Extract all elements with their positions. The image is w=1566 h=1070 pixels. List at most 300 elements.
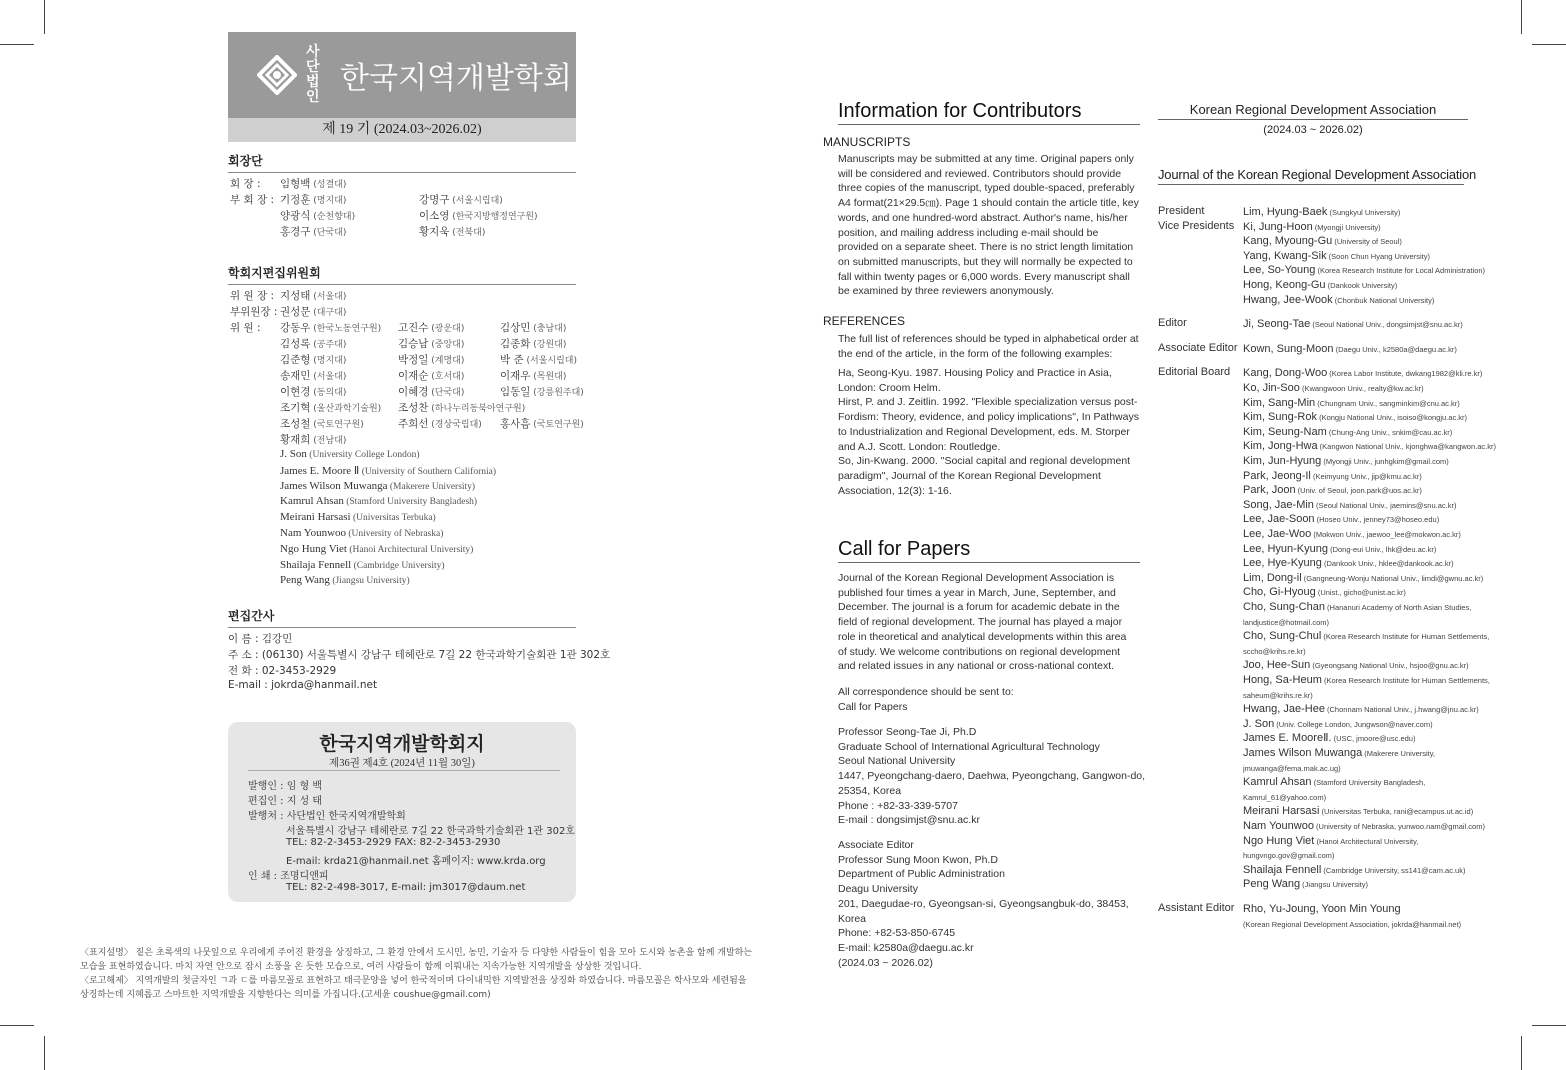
- exec-member-name: 황지욱: [419, 226, 450, 238]
- manuscripts-heading: MANUSCRIPTS: [823, 135, 911, 149]
- roster-affil: (Gangneung-Wonju National Univ., limdi@gwnu.ac.kr): [1301, 573, 1484, 583]
- roster-label-board: Editorial Board: [1158, 366, 1231, 379]
- editorial-foreign-entry: [280, 527, 443, 539]
- roster-entry: [1243, 278, 1397, 294]
- manuscripts-line: position, and mailing address including e-mail should be: [838, 226, 1099, 239]
- associate-line: Deagu University: [838, 883, 918, 896]
- roster-name: Hong, Sa-Heum: [1243, 674, 1322, 686]
- exec-member: [419, 194, 503, 206]
- roster-entry: [1243, 717, 1433, 733]
- associate-line: 201, Daegudae-ro, Gyeongsan-si, Gyeongsangbuk-do, 38453,: [838, 897, 1129, 910]
- manuscripts-line: three copies of the manuscript, typed double-spaced, preferably: [838, 182, 1135, 195]
- foreign-affil: (Universitas Terbuka): [350, 513, 436, 524]
- editorial-foreign-entry: [280, 464, 496, 477]
- exec-role: 부 회 장 :: [230, 194, 274, 206]
- manuscripts-line: A4 format(21×29.5㎝). Page 1 should contain the article title, key: [838, 197, 1139, 210]
- exec-member: [419, 226, 485, 238]
- editorial-entry: [398, 336, 464, 351]
- references-example-line: So, Jin-Kwang. 2000. "Social capital and regional development: [838, 455, 1131, 468]
- association-title: Korean Regional Development Association: [1158, 102, 1468, 120]
- exec-entry: [419, 192, 503, 207]
- references-example-line: Association, 12(3): 1-16.: [838, 484, 952, 497]
- editorial-member-name: 김준형: [280, 354, 311, 366]
- editorial-member-name: 박 준: [500, 354, 524, 366]
- editorial-member-affil: (단국대): [428, 388, 465, 398]
- exec-member-affil: (전북대): [449, 228, 486, 238]
- roster-affil-cont: [1243, 615, 1329, 631]
- roster-entry: [1243, 819, 1485, 835]
- roster-name: Lim, Dong-il: [1243, 571, 1302, 584]
- editorial-member: [398, 402, 525, 414]
- editorial-member-name: 김상민: [500, 322, 531, 334]
- editorial-member: [280, 434, 346, 446]
- editorial-member-affil: (명지대): [310, 356, 347, 366]
- secretary-line: 주 소 : (06130) 서울특별시 강남구 테헤란로 7길 22 한국과학기술회관 1관 302호: [228, 649, 611, 661]
- references-example-line: and A.J. Scott. London: Routledge.: [838, 440, 1001, 453]
- roster-entry: [1243, 746, 1435, 762]
- editorial-member-affil: (동의대): [310, 388, 347, 398]
- roster-entry: [1243, 731, 1415, 747]
- editorial-entry: [280, 384, 346, 399]
- journal-box-line: 발행인 : 임 형 백: [248, 781, 323, 792]
- exec-entry: [419, 224, 485, 239]
- roster-affil: (Makerere University,: [1362, 749, 1436, 758]
- roster-entry: [1243, 834, 1418, 850]
- manuscripts-line: on submitted manuscripts, but they will normally be expected to: [838, 255, 1133, 268]
- exec-member-name: 강명구: [419, 194, 450, 206]
- roster-name: Park, Jeong-Il: [1243, 469, 1311, 482]
- journal-box-line: TEL: 82-2-3453-2929 FAX: 82-2-3453-2930: [286, 837, 501, 848]
- divider: [248, 770, 560, 771]
- editorial-member: [280, 370, 346, 382]
- editorial-entry: [398, 320, 464, 335]
- editorial-member: [280, 386, 346, 398]
- editorial-member: [280, 354, 346, 366]
- exec-member-name: 기정훈: [280, 194, 311, 206]
- roster-entry: [1243, 702, 1479, 718]
- roster-affil: (Chonbuk National University): [1332, 295, 1435, 305]
- exec-member-affil: (서울시립대): [449, 196, 503, 206]
- editorial-member: [500, 418, 584, 430]
- roster-affil: (Korea Research Institute for Human Settlements,: [1321, 632, 1490, 642]
- editorial-member: [280, 418, 364, 430]
- roster-affil: (Dankook Univ., hklee@dankook.ac.kr): [1321, 559, 1454, 569]
- cover-note-line: 모습을 표현하였습니다. 마치 자연 안으로 잠시 소풍을 온 듯한 모습으로, 여러 사람들이 함께 이뤄내는 지속가능한 지역개발을 상상한 것입니다.: [80, 962, 642, 972]
- roster-affil: (Univ. of Seoul, joon.park@uos.ac.kr): [1295, 486, 1422, 496]
- editorial-member: [398, 418, 482, 430]
- editorial-member: [398, 370, 464, 382]
- info-title: Information for Contributors: [838, 100, 1140, 125]
- references-example-line: London: Croom Helm.: [838, 381, 941, 394]
- roster-name: Ji, Seong-Tae: [1243, 318, 1311, 331]
- exec-member: [280, 194, 346, 206]
- roster-entry: [1243, 600, 1471, 616]
- roster-affil: (Jiangsu University): [1300, 880, 1369, 890]
- professor-line: Graduate School of International Agricultural Technology: [838, 740, 1100, 753]
- roster-label-assistant: Assistant Editor: [1158, 902, 1235, 914]
- exec-entry: [280, 224, 346, 239]
- editorial-entry: [398, 400, 525, 415]
- roster-entry: [1243, 317, 1463, 333]
- roster-affil: (Chung-Ang Univ., snkim@cau.ac.kr): [1326, 427, 1453, 437]
- roster-label-assoc_editor: Associate Editor: [1158, 341, 1238, 354]
- roster-affil: (Chungnam Univ., sangminkim@cnu.ac.kr): [1315, 398, 1460, 408]
- roster-label-editor: Editor: [1158, 317, 1187, 330]
- crop-mark: [44, 0, 45, 34]
- cfp-line: field of regional development. The journal has played a major: [838, 616, 1123, 629]
- editorial-entry: [500, 368, 566, 383]
- editorial-entry: [500, 336, 566, 351]
- crop-mark: [1521, 1036, 1522, 1070]
- diamond-logo-icon: [256, 54, 298, 96]
- roster-entry: [1243, 585, 1406, 601]
- crop-mark: [44, 1036, 45, 1070]
- roster-entry: [1243, 366, 1482, 382]
- roster-name: Cho, Sung-Chul: [1243, 630, 1322, 643]
- roster-affil-cont: [1243, 688, 1313, 704]
- editorial-member-name: 김성록: [280, 338, 311, 350]
- roster-name: Shailaja Fennell: [1243, 863, 1322, 876]
- exec-member-affil: (명지대): [310, 196, 347, 206]
- roster-affil: (Dong-eui Univ., lhk@deu.ac.kr): [1328, 544, 1437, 554]
- roster-name: Rho, Yu-Joung, Yoon Min Young: [1243, 903, 1401, 915]
- roster-name: Cho, Gi-Hyoug: [1243, 586, 1316, 599]
- roster-name: Hwang, Jee-Wook: [1243, 293, 1333, 306]
- roster-entry: [1243, 342, 1457, 358]
- editorial-member: [500, 354, 577, 366]
- journal-box-volume: 제36권 제4호 (2024년 11월 30일): [329, 758, 475, 769]
- professor-line: Phone : +82-33-339-5707: [838, 799, 958, 812]
- cover-note-line: 〈로고해제〉 지역개발의 첫글자인 ㄱ과 ㄷ를 마름모꼴로 표현하고 태극문양을 넣어 한국적이며 다이내믹한 지역발전을 상징화 하였습니다. 마름모꼴은 학사모와 세련됨을: [80, 976, 747, 986]
- roster-name: Meirani Harsasi: [1243, 805, 1320, 818]
- references-example-line: Fordism: Theory, evidence, and policy implications", In Pathways: [838, 411, 1139, 424]
- cfp-line: of study. We welcome contributions on regional development: [838, 645, 1121, 658]
- foreign-affil: (University of Southern California): [359, 466, 497, 477]
- roster-name: Kamrul Ahsan: [1243, 776, 1312, 789]
- foreign-name: Kamrul Ahsan: [280, 495, 344, 508]
- roster-affil: (Myongji Univ., junhgkim@gmail.com): [1321, 457, 1449, 466]
- roster-entry: [1243, 512, 1439, 528]
- roster-name: Cho, Sung-Chan: [1243, 601, 1325, 613]
- roster-name: Kown, Sung-Moon: [1243, 342, 1334, 355]
- roster-affil: (Sungkyul University): [1327, 208, 1401, 217]
- editorial-member-affil: (중앙대): [428, 340, 465, 350]
- manuscripts-line: fall within twenty pages or 6,000 words. Every manuscript shall: [838, 270, 1130, 283]
- roster-entry: [1243, 396, 1460, 412]
- roster-entry: [1243, 469, 1422, 485]
- journal-title: Journal of the Korean Regional Development Association: [1158, 167, 1464, 185]
- roster-affil: (Chonnam National Univ., j.hwang@jnu.ac.kr): [1324, 705, 1479, 715]
- roster-name: Kim, Seung-Nam: [1243, 425, 1327, 438]
- foreign-affil: (Makerere University): [387, 481, 476, 492]
- roster-name: Song, Jae-Min: [1243, 498, 1314, 511]
- correspondence-line: All correspondence should be sent to:: [838, 686, 1014, 698]
- references-example-line: Ha, Seong-Kyu. 1987. Housing Policy and Practice in Asia,: [838, 367, 1112, 379]
- crop-mark: [0, 44, 34, 45]
- roster-affil: (Myongji University): [1312, 222, 1381, 232]
- secretary-line: 이 름 : 김강민: [228, 633, 293, 645]
- roster-entry: [1243, 498, 1456, 514]
- roster-entry: [1243, 454, 1449, 470]
- exec-entry: [280, 192, 346, 207]
- cover-note-line: 〈표지설명〉 짙은 초록색의 나뭇잎으로 우리에게 주어진 환경을 상징하고, 그 환경 안에서 도시민, 농민, 기술자 등 다양한 사람들이 힘을 모아 도시와 농촌을 함께 개발하는: [80, 948, 753, 958]
- editorial-officer-affil: (서울대): [310, 292, 347, 302]
- roster-affil: (Soon Chun Hyang University): [1326, 251, 1430, 261]
- journal-box-line: 발행처 : 사단법인 한국지역개발학회: [248, 811, 406, 822]
- cfp-line: Journal of the Korean Regional Development Association is: [838, 572, 1115, 584]
- exec-member-affil: (순천향대): [310, 212, 356, 222]
- editorial-entry: [398, 368, 464, 383]
- foreign-name: Shailaja Fennell: [280, 558, 352, 571]
- editorial-foreign-entry: [280, 543, 473, 555]
- foreign-affil: (University of Nebraska): [346, 529, 444, 539]
- foreign-name: Meirani Harsasi: [280, 511, 351, 524]
- roster-entry: [1243, 775, 1425, 791]
- roster-entry: [1243, 263, 1485, 279]
- roster-entry: [1243, 658, 1469, 674]
- references-example-line: paradigm", Journal of the Korean Regional Development: [838, 469, 1101, 482]
- roster-affil: (Seoul National Univ., jaemins@snu.ac.kr): [1313, 500, 1457, 510]
- roster-affil: (University of Seoul): [1332, 237, 1402, 247]
- journal-box-line: 편집인 : 지 성 태: [248, 796, 323, 807]
- editorial-member-name: 고진수: [398, 322, 429, 334]
- editorial-member-affil: (강원대): [530, 340, 567, 350]
- foreign-name: Peng Wang: [280, 574, 330, 587]
- exec-role: 회 장 :: [230, 178, 261, 190]
- roster-affil-cont: [1243, 848, 1334, 864]
- editorial-member: [500, 322, 566, 334]
- roster-entry: [1243, 425, 1452, 441]
- editorial-member-name: 임동일: [500, 386, 531, 398]
- editorial-member-name: 조성철: [280, 418, 311, 430]
- banner-title: 한국지역개발학회: [340, 61, 572, 96]
- roster-entry: [1243, 410, 1467, 426]
- editorial-member: [398, 386, 464, 398]
- roster-affil: (Cambridge University, ss141@cam.ac.uk): [1321, 865, 1466, 875]
- editorial-member-name: 이현경: [280, 386, 311, 398]
- roster-affil: (Keimyung Univ., jip@kmu.ac.kr): [1310, 471, 1422, 481]
- roster-name: James Wilson Muwanga: [1243, 747, 1363, 759]
- exec-entry: [419, 208, 538, 223]
- editorial-officer: [280, 306, 346, 318]
- editorial-entry: [500, 352, 577, 367]
- professor-line: E-mail : dongsimjst@snu.ac.kr: [838, 814, 980, 827]
- cfp-line: December. The journal is a forum for academic debate in the: [838, 601, 1120, 614]
- roster-name: Ngo Hung Viet: [1243, 834, 1315, 847]
- foreign-affil: (Stamford University Bangladesh): [343, 497, 478, 508]
- roster-affil: (Kangwon National Univ., kjonghwa@kangwon.ac.kr): [1317, 442, 1496, 452]
- crop-mark: [1521, 0, 1522, 34]
- roster-affil: (Korea Labor Institute, dwkang1982@kli.re.kr): [1327, 369, 1483, 379]
- references-example-line: Hirst, P. and J. Zeitlin. 1992. "Flexible specialization versus post-: [838, 396, 1138, 409]
- journal-box-line: 인 쇄 : 조명디앤피: [248, 871, 329, 882]
- references-example-line: to Industrialization and Regional Development, eds. M. Storper: [838, 425, 1130, 438]
- foreign-name: James Wilson Muwanga: [280, 479, 388, 492]
- professor-line: Seoul National University: [838, 755, 956, 768]
- society-banner: [228, 32, 576, 118]
- roster-name: Kim, Sung-Rok: [1243, 411, 1317, 424]
- editorial-member-name: 강동우: [280, 322, 311, 334]
- roster-affil: (Kwangwoon Univ., realty@kw.ac.kr): [1299, 384, 1424, 393]
- roster-name: Lee, Hyun-Kyung: [1243, 542, 1328, 555]
- roster-affil: saheum@krihs.re.kr): [1243, 690, 1313, 700]
- roster-entry: [1243, 902, 1401, 917]
- associate-line: Professor Sung Moon Kwon, Ph.D: [838, 853, 998, 866]
- roster-affil: (Korea Research Institute for Local Administration): [1315, 266, 1486, 276]
- editorial-entry: [398, 384, 464, 399]
- roster-affil-cont: [1243, 917, 1461, 933]
- editorial-member-affil: (울산과학기술원): [310, 404, 382, 414]
- editorial-member-affil: (하나누리동북아연구원): [428, 404, 526, 414]
- editorial-officer: [280, 290, 346, 302]
- professor-line: 1447, Pyeongchang-daero, Daehwa, Pyeongchang, Gangwon-do,: [838, 770, 1146, 783]
- roster-entry: [1243, 249, 1430, 265]
- editorial-member-affil: (국토연구원): [310, 420, 364, 430]
- roster-affil: (Dankook University): [1325, 281, 1398, 290]
- exec-member-affil: (성결대): [310, 180, 347, 190]
- roster-affil: (Hanoi Architectural University,: [1314, 836, 1419, 846]
- correspondence-line: Call for Papers: [838, 700, 908, 713]
- editorial-member: [500, 338, 566, 350]
- roster-entry: [1243, 863, 1465, 879]
- association-term: (2024.03 ~ 2026.02): [1263, 124, 1363, 136]
- roster-affil: hungvngo.gov@gmail.com): [1243, 851, 1335, 861]
- cfp-line: and related issues in any national or cross-national context.: [838, 660, 1115, 673]
- editorial-entry: [280, 368, 346, 383]
- roster-entry: [1243, 293, 1434, 309]
- references-intro: [838, 332, 1146, 361]
- roster-affil: sccho@krihs.re.kr): [1243, 646, 1306, 656]
- cfp-title: Call for Papers: [838, 538, 1140, 563]
- roster-label-vice: Vice Presidents: [1158, 219, 1235, 232]
- editorial-member-affil: (강릉원주대): [530, 388, 584, 398]
- editorial-member: [500, 386, 584, 398]
- manuscripts-line: words, and one hundred-word abstract. Author's name, his/her: [838, 211, 1128, 224]
- editorial-member-affil: (경상국립대): [428, 420, 482, 430]
- roster-affil: (USC, jmoore@usc.edu): [1331, 734, 1416, 744]
- editorial-member-affil: (서울시립대): [523, 356, 577, 366]
- editorial-entry: [280, 416, 364, 431]
- editorial-member: [280, 338, 346, 350]
- foreign-name: Ngo Hung Viet: [280, 542, 347, 555]
- secretary-line: E-mail : jokrda@hanmail.net: [228, 679, 378, 691]
- roster-name: J. Son: [1243, 717, 1275, 730]
- roster-affil: (Kongju National Univ., isoiso@kongju.ac.kr): [1316, 413, 1468, 423]
- editorial-entry: [398, 352, 464, 367]
- exec-member-name: 양광식: [280, 210, 311, 222]
- roster-affil: (Daegu Univ., k2580a@daegu.ac.kr): [1333, 344, 1457, 354]
- editorial-member-affil: (광운대): [428, 324, 465, 334]
- roster-name: Nam Younwoo: [1243, 820, 1314, 832]
- banner-subtitle: 사단법인: [306, 44, 320, 105]
- roster-entry: [1243, 527, 1461, 543]
- crop-mark: [1532, 44, 1566, 45]
- editorial-entry: [500, 416, 584, 431]
- roster-entry: [1243, 483, 1422, 499]
- references-heading: REFERENCES: [823, 314, 906, 328]
- cover-note-line: 상징하는데 지혜롭고 스마트한 지역개발을 지향한다는 의미를 가집니다.(고세윤 coushue@gmail.com): [80, 990, 491, 1000]
- editorial-member-affil: (계명대): [428, 356, 465, 366]
- references-intro-line: The full list of references should be typed in alphabetical order at: [838, 333, 1139, 345]
- editorial-officer-affil: (대구대): [310, 308, 347, 318]
- editorial-entry: [280, 336, 346, 351]
- editorial-officer-name: 권성문: [280, 306, 311, 318]
- foreign-affil: (Cambridge University): [351, 560, 445, 571]
- editorial-member-name: 황재희: [280, 434, 311, 446]
- associate-editor-address: [838, 838, 1158, 970]
- journal-box-line: TEL: 82-2-498-3017, E-mail: jm3017@daum.net: [286, 882, 526, 893]
- roster-entry: [1243, 381, 1424, 397]
- roster-name: Joo, Hee-Sun: [1243, 659, 1311, 672]
- roster-affil: (Stamford University Bangladesh,: [1311, 778, 1426, 788]
- associate-line: Associate Editor: [838, 839, 914, 851]
- roster-affil: (Gyeongsang National Univ., hsjoo@gnu.ac.kr): [1310, 661, 1469, 671]
- journal-box-title: 한국지역개발학회지: [319, 733, 485, 755]
- roster-name: Hong, Keong-Gu: [1243, 279, 1326, 291]
- foreign-name: J. Son: [280, 448, 307, 460]
- editorial-member-affil: (한국노동연구원): [310, 324, 382, 334]
- roster-entry: [1243, 205, 1400, 221]
- associate-line: Korea: [838, 912, 867, 925]
- editorial-member-affil: (공주대): [310, 340, 347, 350]
- associate-line: Phone: +82-53-850-6745: [838, 927, 956, 940]
- roster-name: Yang, Kwang-Sik: [1243, 249, 1327, 262]
- editorial-member-role: 위 원 :: [230, 322, 261, 334]
- roster-name: Lee, Hye-Kyung: [1243, 557, 1322, 570]
- manuscripts-line: will be considered and reviewed. Contributors should provide: [838, 167, 1122, 180]
- editorial-entry: [280, 352, 346, 367]
- foreign-affil: (Hanoi Architectural University): [346, 544, 474, 555]
- editorial-entry: [280, 432, 346, 447]
- editorial-foreign-entry: [280, 559, 445, 571]
- roster-affil-cont: [1243, 790, 1326, 806]
- roster-name: Kim, Jong-Hwa: [1243, 440, 1318, 453]
- references-intro-line: the end of the article, in the form of the following examples:: [838, 347, 1113, 360]
- editorial-member-name: 조기혁: [280, 402, 311, 414]
- references-examples: [838, 366, 1146, 498]
- editorial-foreign-entry: [280, 448, 420, 460]
- editorial-foreign-entry: [280, 574, 410, 586]
- roster-affil: (Korea Research Institute for Human Settlements,: [1321, 676, 1490, 685]
- cfp-line: published four times a year in March, June, September, and: [838, 586, 1116, 599]
- correspondence-text: [838, 685, 1146, 714]
- cfp-line: role in theoretical and analytical developments within this area: [838, 630, 1127, 643]
- editorial-member: [398, 338, 464, 350]
- roster-name: Lim, Hyung-Baek: [1243, 206, 1328, 218]
- roster-entry: [1243, 556, 1454, 572]
- editorial-member-name: 송재민: [280, 370, 311, 382]
- roster-name: Peng Wang: [1243, 878, 1301, 891]
- roster-name: James E. MooreⅡ.: [1243, 732, 1332, 745]
- exec-entry: [280, 176, 346, 191]
- editorial-officer-name: 지성태: [280, 290, 311, 302]
- editorial-member-affil: (목원대): [530, 372, 567, 382]
- editorial-foreign-entry: [280, 495, 477, 507]
- editorial-member-name: 김승남: [398, 338, 429, 350]
- roster-affil: (Univ. College London, Jungwson@naver.com): [1274, 719, 1433, 729]
- roster-name: Lee, Jae-Soon: [1243, 513, 1315, 526]
- exec-member: [419, 210, 538, 222]
- editorial-role: 부위원장 :: [230, 306, 278, 318]
- roster-affil: landjustice@hotmail.com): [1243, 617, 1329, 627]
- editorial-member-name: 홍사흠: [500, 418, 531, 430]
- editorial-member-affil: (충남대): [530, 324, 567, 334]
- editorial-member: [280, 322, 381, 334]
- roster-name: Ki, Jung-Hoon: [1243, 220, 1313, 233]
- editorial-entry: [280, 320, 381, 335]
- editorial-entry: [280, 400, 381, 415]
- editorial-entry: [500, 320, 566, 335]
